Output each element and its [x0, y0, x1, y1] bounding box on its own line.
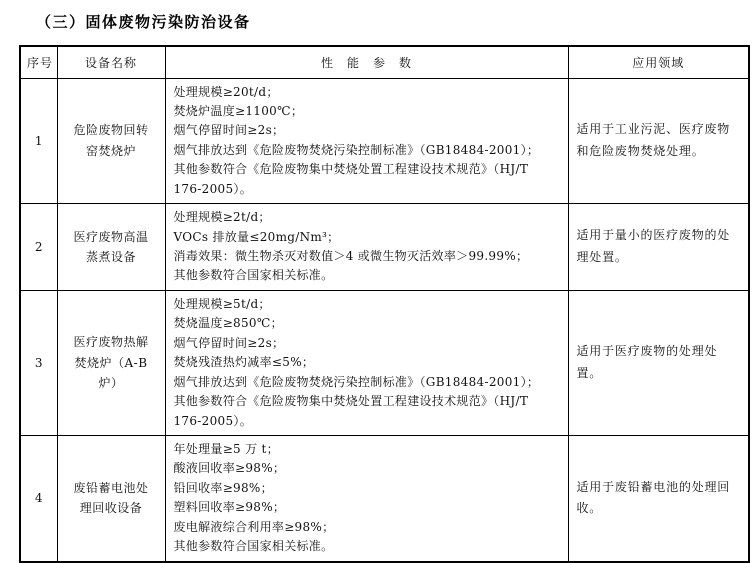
param-line: 烟气排放达到《危险废物焚烧污染控制标准》（GB18484-2001）；	[173, 374, 540, 389]
param-line: 废电解液综合利用率≥98%；	[173, 519, 335, 534]
param-line: 铅回收率≥98%；	[173, 480, 273, 495]
param-line: 焚烧温度≥850℃；	[173, 316, 283, 331]
param-line: 处理规模≥2t/d；	[173, 210, 271, 225]
param-line: 处理规模≥20t/d；	[173, 84, 279, 99]
equipment-name: 医疗废物热解焚烧炉（A-B 炉）	[57, 290, 165, 435]
param-line: 处理规模≥5t/d；	[173, 296, 271, 311]
param-line: 烟气停留时间≥2s；	[173, 123, 285, 138]
equipment-name: 废铅蓄电池处理回收设备	[57, 435, 165, 561]
param-line: 焚烧残渣热灼减率≤5%；	[173, 355, 315, 370]
param-line: 消毒效果：微生物杀灭对数值＞4 或微生物灭活效率＞99.99%；	[173, 249, 529, 263]
application-field: 适用于量小的医疗废物的处理处置。	[568, 204, 749, 291]
row-number: 4	[20, 435, 57, 561]
row-number: 3	[20, 290, 57, 435]
param-line: 塑料回收率≥98%；	[173, 500, 286, 515]
param-line: 焚烧炉温度≥1100℃；	[173, 103, 304, 118]
col-header-performance-params: 性 能 参 数	[165, 46, 568, 78]
param-line: 其他参数符合《危险废物集中焚烧处置工程建设技术规范》（HJ/T 176-2005）。	[173, 162, 529, 196]
equipment-name: 危险废物回转窑焚烧炉	[57, 78, 165, 204]
performance-params	[165, 78, 568, 204]
col-header-seq: 序号	[20, 46, 57, 78]
row-number: 2	[20, 204, 57, 291]
equipment-name: 医疗废物高温蒸煮设备	[57, 204, 165, 291]
table-row	[20, 435, 749, 561]
param-line: 烟气排放达到《危险废物焚烧污染控制标准》（GB18484-2001）；	[173, 142, 540, 157]
col-header-application-field: 应用领域	[568, 46, 749, 78]
application-field: 适用于废铅蓄电池的处理回收。	[568, 435, 749, 561]
application-field: 适用于医疗废物的处理处置。	[568, 290, 749, 435]
application-field: 适用于工业污泥、医疗废物和危险废物焚烧处理。	[568, 78, 749, 204]
performance-params	[165, 435, 568, 561]
param-line: 年处理量≥5 万 t；	[173, 441, 279, 456]
performance-params	[165, 204, 568, 291]
table-row	[20, 290, 749, 435]
param-line: 其他参数符合国家相关标准。	[173, 539, 334, 554]
table-row	[20, 78, 749, 204]
table-row	[20, 204, 749, 291]
section-title: （三）固体废物污染防治设备	[36, 13, 251, 31]
equipment-table	[19, 45, 750, 563]
row-number: 1	[20, 78, 57, 204]
param-line: 烟气停留时间≥2s；	[173, 335, 285, 350]
table-header-row	[20, 46, 749, 78]
param-line: 其他参数符合国家相关标准。	[173, 268, 334, 283]
document-page	[0, 11, 752, 563]
performance-params	[165, 290, 568, 435]
param-line: 其他参数符合《危险废物集中焚烧处置工程建设技术规范》（HJ/T 176-2005）。	[173, 394, 529, 428]
param-line: 酸液回收率≥98%；	[173, 461, 286, 476]
col-header-equipment-name: 设备名称	[57, 46, 165, 78]
param-line: VOCs 排放量≤20mg/Nm³；	[173, 229, 340, 244]
